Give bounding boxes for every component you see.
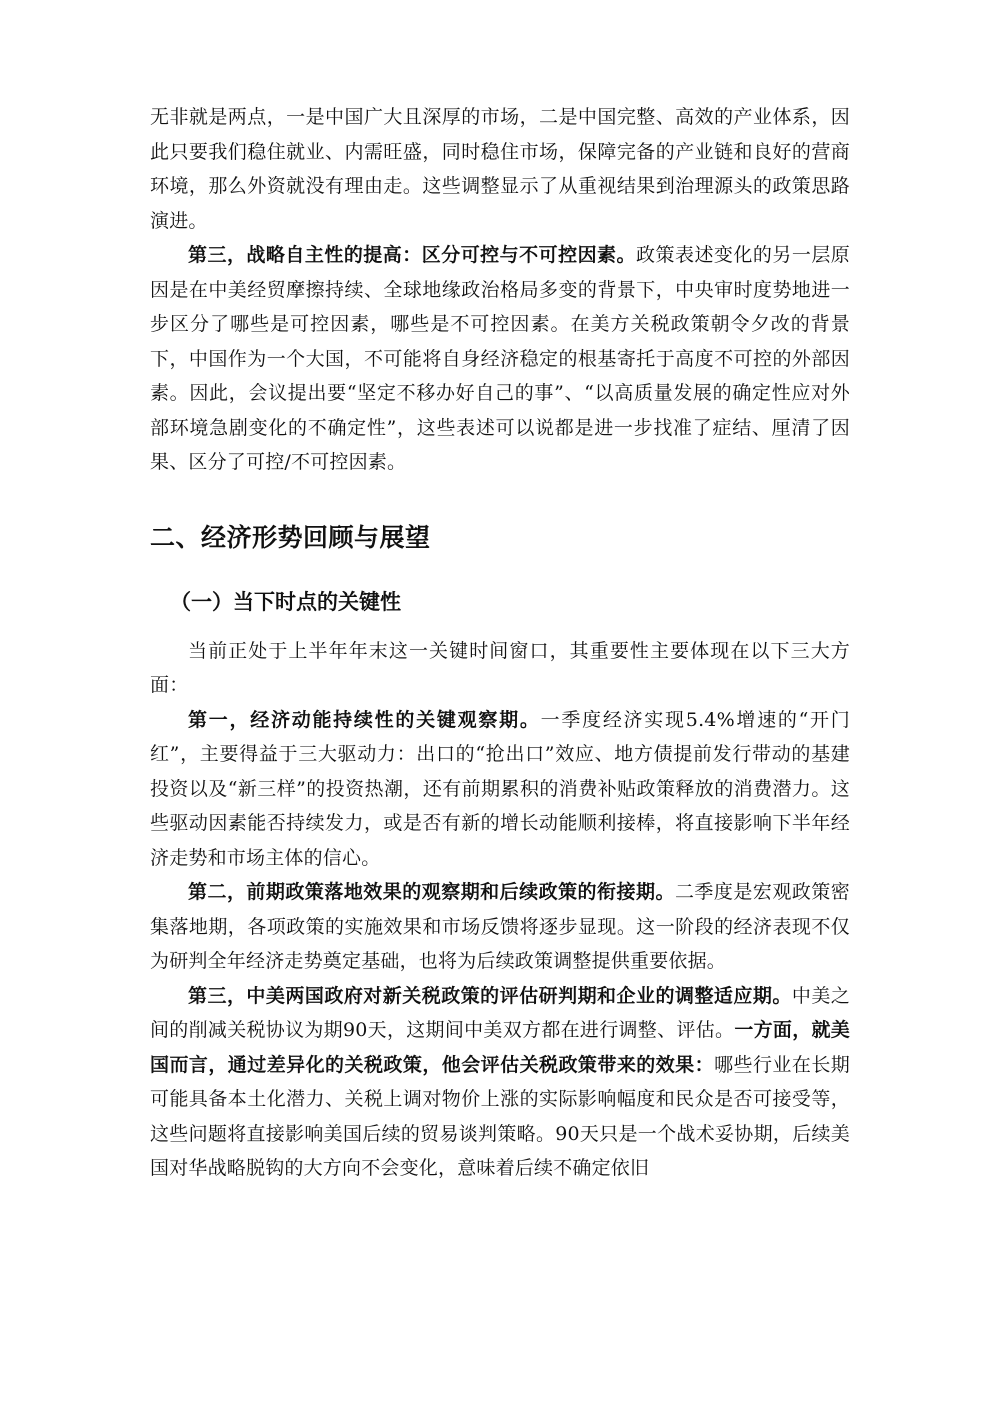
paragraph-6-text-1: 中美之间的削减关税协议为期90天，这期间中美双方都在进行调整、评估。 <box>150 984 851 1041</box>
paragraph-1-text: 无非就是两点，一是中国广大且深厚的市场，二是中国完整、高效的产业体系，因此只要我们稳住就业、内需旺盛，同时稳住市场，保障完备的产业链和良好的营商环境，那么外资就没有理由走。这些调整显示了从重视结果到治理源头的政策思路演进。 <box>150 106 850 232</box>
paragraph-5 <box>150 875 850 979</box>
paragraph-2 <box>150 238 850 480</box>
paragraph-6-lead: 第三，中美两国政府对新关税政策的评估研判期和企业的调整适应期。 <box>188 984 792 1007</box>
paragraph-4 <box>150 703 850 876</box>
paragraph-1 <box>150 100 850 238</box>
paragraph-6-text-2: 哪些行业在长期可能具备本土化潜力、关税上调对物价上涨的实际影响幅度和民众是否可接受等，这些问题将直接影响美国后续的贸易谈判策略。90天只是一个战术妥协期，后续美国对华战略脱钩的大方向不会变化，意味着后续不确定依旧 <box>150 1053 850 1179</box>
paragraph-4-lead: 第一，经济动能持续性的关键观察期。 <box>188 708 541 731</box>
document-page <box>150 100 850 1186</box>
paragraph-2-lead: 第三，战略自主性的提高：区分可控与不可控因素。 <box>188 244 637 266</box>
paragraph-6-lead-2: 一方面，就美国而言，通过差异化的关税政策，他会评估关税政策带来的效果： <box>150 1019 850 1076</box>
paragraph-5-lead: 第二，前期政策落地效果的观察期和后续政策的衔接期。 <box>188 881 675 903</box>
sub-heading: （一）当下时点的关键性 <box>170 589 401 614</box>
paragraph-3-text: 当前正处于上半年年末这一关键时间窗口，其重要性主要体现在以下三大方面： <box>150 639 850 696</box>
paragraph-4-text: 一季度经济实现5.4%增速的“开门红”，主要得益于三大驱动力：出口的“抢出口”效应、地方债提前发行带动的基建投资以及“新三样”的投资热潮，还有前期累积的消费补贴政策释放的消费潜力。这些驱动因素能否持续发力，或是否有新的增长动能顺利接棒，将直接影响下半年经济走势和市场主体的信心。 <box>150 708 850 869</box>
paragraph-5-text: 二季度是宏观政策密集落地期，各项政策的实施效果和市场反馈将逐步显现。这一阶段的经济表现不仅为研判全年经济走势奠定基础，也将为后续政策调整提供重要依据。 <box>150 881 850 972</box>
paragraph-2-text: 政策表述变化的另一层原因是在中美经贸摩擦持续、全球地缘政治格局多变的背景下，中央审时度势地进一步区分了哪些是可控因素，哪些是不可控因素。在美方关税政策朝令夕改的背景下，中国作为一个大国，不可能将自身经济稳定的根基寄托于高度不可控的外部因素。因此，会议提出要“坚定不移办好自己的事”、“以高质量发展的确定性应对外部环境急剧变化的不确定性”，这些表述可以说都是进一步找准了症结、厘清了因果、区分了可控/不可控因素。 <box>150 244 851 473</box>
paragraph-6 <box>150 979 850 1186</box>
section-heading: 二、经济形势回顾与展望 <box>150 522 431 552</box>
paragraph-3 <box>150 634 850 703</box>
